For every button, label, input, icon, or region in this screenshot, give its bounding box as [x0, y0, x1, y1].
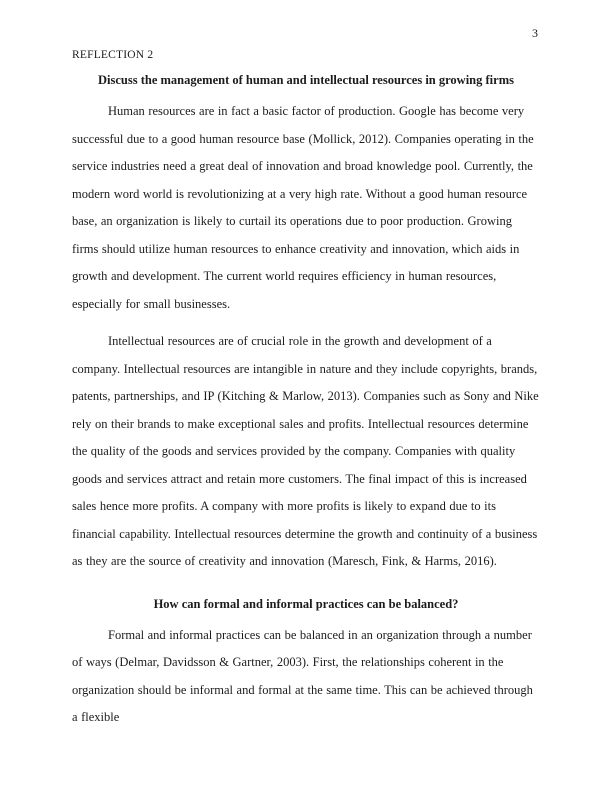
- running-head: REFLECTION 2: [72, 49, 154, 61]
- paragraph-intellectual-resources: Intellectual resources are of crucial role in the growth and development of a company. Intellectual resources are intangible in nature and they include copyrights, brands, patents, partnerships, and IP (Kitching & Marlow, 2013). Companies such as Sony and Nike rely on their brands to make exceptional sales and profits. Intellectual resources determine the quality of the goods and services provided by the company. Companies with quality goods and services attract and retain more customers. The final impact of this is increased sales hence more profits. A company with more profits is likely to expand due to its financial capability. Intellectual resources determine the growth and continuity of a business as they are the source of creativity and innovation (Maresch, Fink, & Harms, 2016).: [72, 334, 539, 568]
- section-heading-balance: How can formal and informal practices can be balanced?: [153, 596, 459, 611]
- section-heading-main: Discuss the management of human and intellectual resources in growing firms: [98, 73, 514, 87]
- paragraph-human-resources: Human resources are in fact a basic factor of production. Google has become very successful due to a good human resource base (Mollick, 2012). Companies operating in the service industries need a great deal of innovation and broad knowledge pool. Currently, the modern word world is revolutionizing at a very high rate. Without a good human resource base, an organization is likely to curtail its operations due to poor production. Growing firms should utilize human resources to enhance creativity and innovation, which aids in growth and development. The current world requires efficiency in human resources, especially for small businesses.: [72, 104, 534, 311]
- page-number: 3: [532, 26, 538, 40]
- paragraph-formal-informal: Formal and informal practices can be balanced in an organization through a number of ways (Delmar, Davidsson & Gartner, 2003). First, the relationships coherent in the organization should be informal and formal at the same time. This can be achieved through a flexible: [72, 627, 533, 724]
